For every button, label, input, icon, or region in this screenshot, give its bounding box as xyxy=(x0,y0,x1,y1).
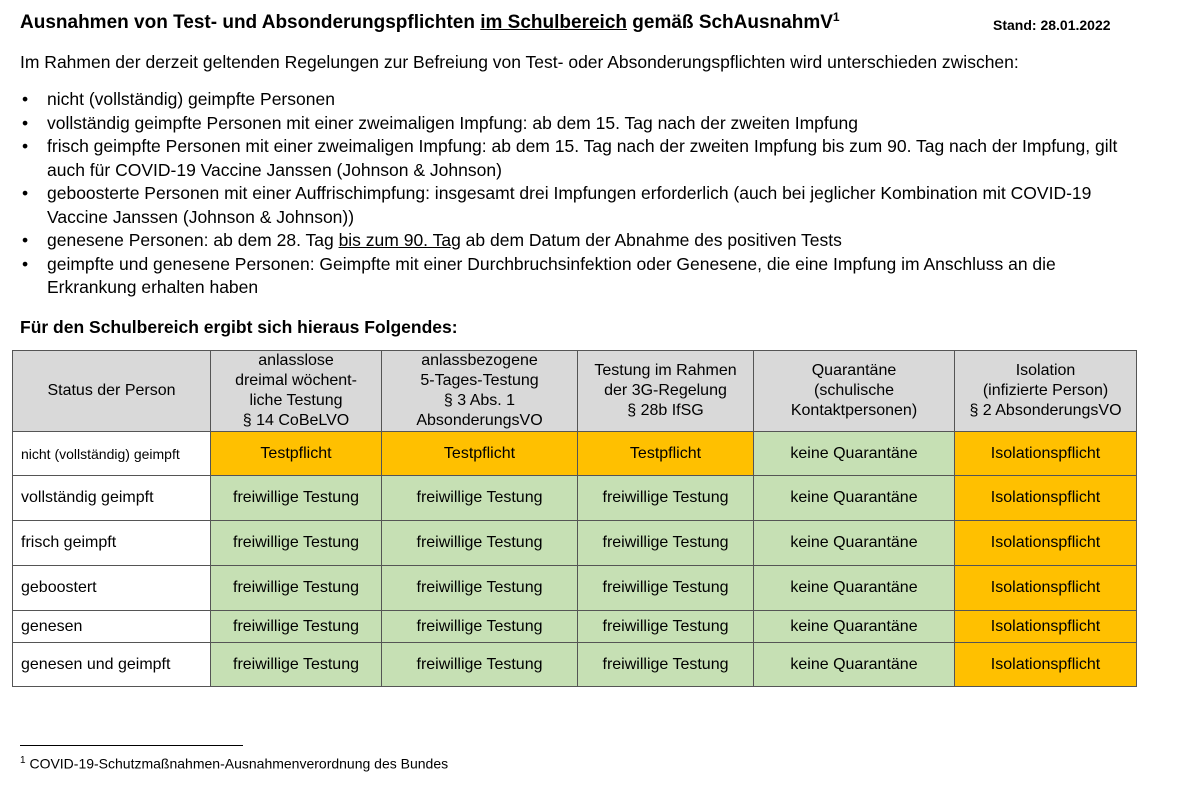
table-row xyxy=(13,566,1137,611)
table-row xyxy=(13,643,1137,687)
table-cell: keine Quarantäne xyxy=(754,432,955,476)
table-header-row xyxy=(13,351,1137,432)
list-item: • vollständig geimpfte Personen mit einer zweimaligen Impfung: ab dem 15. Tag nach der zweiten Impfung xyxy=(20,112,1150,136)
row-status: geboostert xyxy=(13,566,211,611)
table-cell: freiwillige Testung xyxy=(211,566,382,611)
intro-text: Im Rahmen der derzeit geltenden Regelungen zur Befreiung von Test- oder Absonderungspflichten wird unterschieden zwischen: xyxy=(20,52,1019,72)
table-cell: Testpflicht xyxy=(382,432,578,476)
header-anlasslose-testung: anlasslose dreimal wöchent- liche Testung § 14 CoBeLVO xyxy=(211,351,382,432)
table-cell: freiwillige Testung xyxy=(578,476,754,521)
bullet-icon: • xyxy=(22,183,29,203)
bullet-icon: • xyxy=(22,230,29,250)
table-cell: Isolationspflicht xyxy=(955,476,1137,521)
header-anlassbezogene-testung: anlassbezogene 5-Tages-Testung § 3 Abs. 1 AbsonderungsVO xyxy=(382,351,578,432)
title-part1: Ausnahmen von Test- und Absonderungspflichten xyxy=(20,12,481,33)
table-cell: keine Quarantäne xyxy=(754,566,955,611)
page-title xyxy=(20,12,840,34)
table-cell: freiwillige Testung xyxy=(382,521,578,566)
list-item: • geboosterte Personen mit einer Auffrischimpfung: insgesamt drei Impfungen erforderlich (auch bei jeglicher Kombination mit COVID-19 Vaccine Janssen (Johnson & Johnson)) xyxy=(22,183,1092,227)
table-cell: Isolationspflicht xyxy=(955,611,1137,643)
footnote-text: COVID-19-Schutzmaßnahmen-Ausnahmenverordnung des Bundes xyxy=(25,755,449,772)
table-row xyxy=(13,476,1137,521)
row-status: nicht (vollständig) geimpft xyxy=(13,432,211,476)
table-cell: freiwillige Testung xyxy=(382,566,578,611)
row-status: genesen xyxy=(13,611,211,643)
bullet-icon: • xyxy=(22,136,29,156)
header-quarantaene: Quarantäne (schulische Kontaktpersonen) xyxy=(754,351,955,432)
table-cell: Testpflicht xyxy=(578,432,754,476)
bullet-icon: • xyxy=(22,89,29,109)
list-item: • genesene Personen: ab dem 28. Tag bis zum 90. Tag ab dem Datum der Abnahme des positiven Tests xyxy=(20,229,1150,253)
bullet-icon: • xyxy=(22,253,29,274)
table-cell: Testpflicht xyxy=(211,432,382,476)
row-status: genesen und geimpft xyxy=(13,643,211,687)
title-footnote-ref: 1 xyxy=(832,10,840,24)
bullet-icon: • xyxy=(22,112,29,133)
table-row xyxy=(13,432,1137,476)
title-part2: gemäß SchAusnahmV xyxy=(627,12,833,33)
table-cell: Isolationspflicht xyxy=(955,566,1137,611)
table-cell: freiwillige Testung xyxy=(211,521,382,566)
footnote-marker: 1 xyxy=(20,755,26,766)
table-cell: freiwillige Testung xyxy=(382,643,578,687)
table-cell: Isolationspflicht xyxy=(955,521,1137,566)
rules-table xyxy=(12,350,1137,687)
table-cell: keine Quarantäne xyxy=(754,476,955,521)
list-item: • nicht (vollständig) geimpfte Personen xyxy=(20,88,1150,112)
footnote-separator xyxy=(20,745,243,746)
table-cell: freiwillige Testung xyxy=(578,643,754,687)
table-row xyxy=(13,611,1137,643)
footnote xyxy=(20,755,448,772)
header-isolation: Isolation (infizierte Person) § 2 AbsonderungsVO xyxy=(955,351,1137,432)
section-heading: Für den Schulbereich ergibt sich hieraus Folgendes: xyxy=(20,317,458,337)
table-cell: Isolationspflicht xyxy=(955,643,1137,687)
table-cell: freiwillige Testung xyxy=(382,476,578,521)
table-cell: freiwillige Testung xyxy=(211,611,382,643)
table-cell: keine Quarantäne xyxy=(754,521,955,566)
bullet-list xyxy=(20,88,1150,300)
table-cell: freiwillige Testung xyxy=(211,476,382,521)
title-underlined: im Schulbereich xyxy=(480,12,628,33)
header-3g-testung: Testung im Rahmen der 3G-Regelung § 28b IfSG xyxy=(578,351,754,432)
table-cell: Isolationspflicht xyxy=(955,432,1137,476)
list-item: • geimpfte und genesene Personen: Geimpfte mit einer Durchbruchsinfektion oder Genesene, die eine Impfung im Anschluss an die Erkrankung erhalten haben xyxy=(22,253,1056,297)
table-cell: freiwillige Testung xyxy=(211,643,382,687)
table-cell: freiwillige Testung xyxy=(578,566,754,611)
table-cell: freiwillige Testung xyxy=(578,521,754,566)
header-status: Status der Person xyxy=(13,351,211,432)
table-cell: keine Quarantäne xyxy=(754,611,955,643)
row-status: vollständig geimpft xyxy=(13,476,211,521)
list-item: • frisch geimpfte Personen mit einer zweimaligen Impfung: ab dem 15. Tag nach der zweiten Impfung bis zum 90. Tag nach der Impfung, gilt auch für COVID-19 Vaccine Janssen (Johnson & Johnson) xyxy=(22,136,1118,180)
stand-date: Stand: 28.01.2022 xyxy=(993,17,1111,33)
row-status: frisch geimpft xyxy=(13,521,211,566)
table-cell: freiwillige Testung xyxy=(382,611,578,643)
table-cell: keine Quarantäne xyxy=(754,643,955,687)
table-row xyxy=(13,521,1137,566)
table-cell: freiwillige Testung xyxy=(578,611,754,643)
